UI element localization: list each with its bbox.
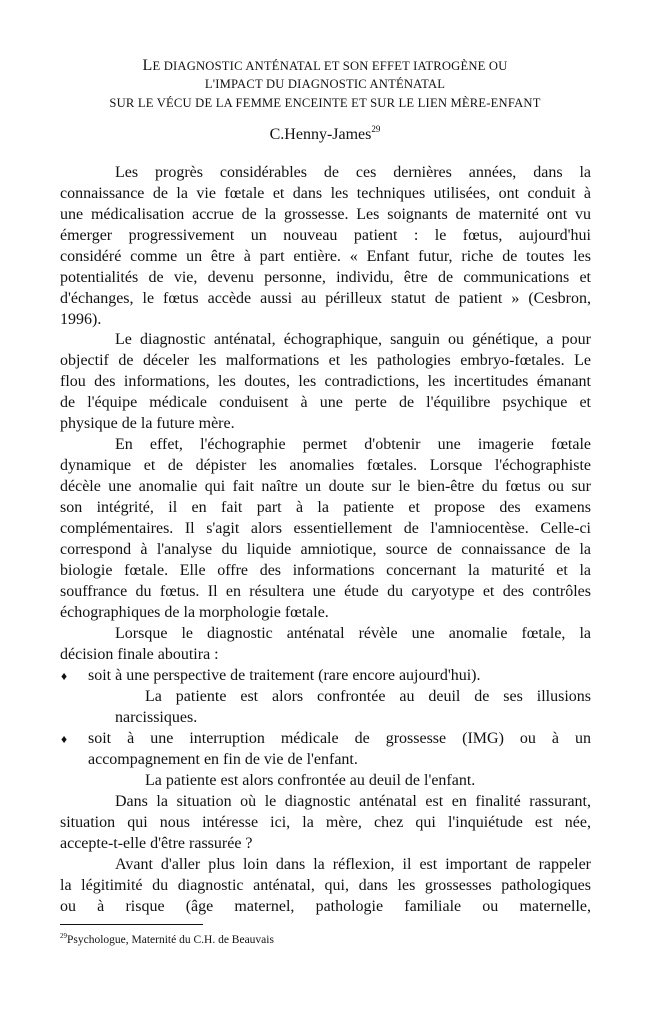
title-line-2: L'IMPACT DU DIAGNOSTIC ANTÉNATAL <box>204 77 446 91</box>
author-name: C.Henny-James <box>269 126 372 143</box>
body-line: ou à risque (âge maternel, pathologie familiale ou maternelle, <box>60 898 591 915</box>
body-line: décision finale aboutira : <box>60 646 219 663</box>
author-footnote-ref: 29 <box>371 124 381 134</box>
body-line: biologie fœtale. Elle offre des informations concernant la maturité et la <box>60 562 591 579</box>
footnote-text: Psychologue, Maternité du C.H. de Beauvais <box>67 934 274 946</box>
body-line: situation qui nous intéresse ici, la mère, chez qui l'inquiétude est née, <box>60 814 591 831</box>
body-line: correspond à l'analyse du liquide amniotique, source de connaissance de la <box>60 541 591 558</box>
diamond-bullet-icon: ♦ <box>61 732 68 746</box>
body-line: d'échanges, le fœtus accède aussi au périlleux statut de patient » (Cesbron, <box>60 290 591 307</box>
footnote <box>60 932 274 946</box>
body-line: 1996). <box>60 311 102 328</box>
body-line: Lorsque le diagnostic anténatal révèle une anomalie fœtale, la <box>115 625 591 642</box>
author <box>0 124 650 144</box>
body-line: physique de la future mère. <box>60 415 235 432</box>
body-line: Le diagnostic anténatal, échographique, sanguin ou génétique, a pour <box>115 331 591 348</box>
title-line-1: LE DIAGNOSTIC ANTÉNATAL ET SON EFFET IATROGÈNE OU <box>142 57 508 74</box>
body-line: objectif de déceler les malformations et les pathologies embryo-fœtales. Le <box>60 352 591 369</box>
body-line: une médicalisation accrue de la grossesse. Les soignants de maternité ont vu <box>60 206 591 223</box>
body-line: de l'équipe médicale conduisent à une perte de l'équilibre psychique et <box>60 394 591 411</box>
body-line: complémentaires. Il s'agit alors essentiellement de l'amniocentèse. Celle-ci <box>60 520 591 537</box>
title-line-3: SUR LE VÉCU DE LA FEMME ENCEINTE ET SUR LE LIEN MÈRE-ENFANT <box>109 96 541 110</box>
body-line: narcissiques. <box>115 709 198 726</box>
bullet-item-text: soit à une perspective de traitement (rare encore aujourd'hui). <box>88 667 481 684</box>
body-line: La patiente est alors confrontée au deuil de ses illusions <box>145 688 591 705</box>
title-line-1-text: E DIAGNOSTIC ANTÉNATAL ET SON EFFET IATROGÈNE OU <box>152 59 508 73</box>
body-line: connaissance de la vie fœtale et dans les techniques utilisées, ont conduit à <box>60 185 591 202</box>
body-line: potentialités de vie, devenu personne, individu, être de communications et <box>60 269 591 286</box>
body-line: En effet, l'échographie permet d'obtenir une imagerie fœtale <box>115 436 591 453</box>
footnote-divider <box>60 924 203 925</box>
body-line: flou des informations, les doutes, les contradictions, les incertitudes émanant <box>60 373 591 390</box>
body-line: émerger progressivement un nouveau patient : le fœtus, aujourd'hui <box>60 227 591 244</box>
bullet-item-text: soit à une interruption médicale de grossesse (IMG) ou à un <box>88 730 591 747</box>
body-line: accepte-t-elle d'être rassurée ? <box>60 835 253 852</box>
body-line: considéré comme un être à part entière. « Enfant futur, riche de toutes les <box>60 248 591 265</box>
diamond-bullet-icon: ♦ <box>61 669 68 683</box>
body-line: décèle une anomalie qui fait naître un doute sur le bien-être du fœtus ou sur <box>60 478 591 495</box>
body-line: échographiques de la morphologie fœtale. <box>60 604 329 621</box>
body-line: souffrance du fœtus. Il en résultera une étude du caryotype et des contrôles <box>60 583 591 600</box>
body-line: dynamique et de dépister les anomalies fœtales. Lorsque l'échographiste <box>60 457 591 474</box>
body-line: Avant d'aller plus loin dans la réflexion, il est important de rappeler <box>115 856 591 873</box>
body-line: son intégrité, il en fait part à la patiente et propose des examens <box>60 499 591 516</box>
footnote-mark: 29 <box>60 932 67 940</box>
body-line: accompagnement en fin de vie de l'enfant. <box>88 751 358 768</box>
body-line: La patiente est alors confrontée au deuil de l'enfant. <box>145 772 476 789</box>
body-line: la légitimité du diagnostic anténatal, qui, dans les grossesses pathologiques <box>60 877 591 894</box>
body-line: Dans la situation où le diagnostic anténatal est en finalité rassurant, <box>115 793 591 810</box>
body-line: Les progrès considérables de ces dernières années, dans la <box>115 164 591 181</box>
